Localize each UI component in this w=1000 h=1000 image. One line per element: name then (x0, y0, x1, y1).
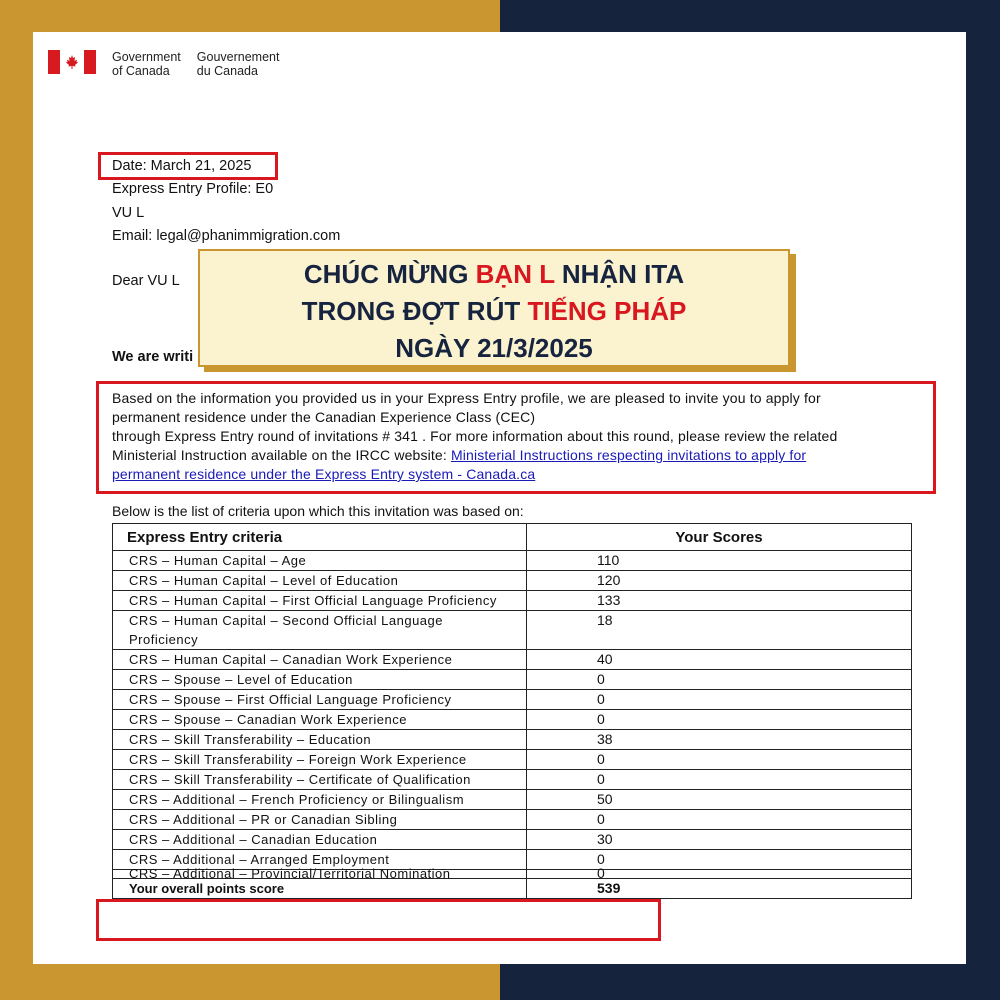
ministerial-instructions-link-cont[interactable]: permanent residence under the Express Entry system - Canada.ca (112, 466, 536, 482)
table-row: CRS – Additional – French Proficiency or Bilingualism 50 (113, 790, 912, 810)
intro-line: We are writi (112, 349, 194, 365)
gov-name-fr: Gouvernement du Canada (196, 50, 280, 78)
ministerial-instructions-link[interactable]: Ministerial Instructions respecting invitations to apply for (450, 447, 807, 463)
column-header-criteria: Express Entry criteria (113, 524, 527, 551)
letter-date: Date: March 21, 2025 (112, 158, 252, 174)
table-row: CRS – Human Capital – Level of Education 120 (113, 571, 912, 591)
table-row: CRS – Skill Transferability – Certificate of Qualification 0 (113, 770, 912, 790)
table-row: CRS – Human Capital – Age 110 (113, 551, 912, 571)
table-row: CRS – Skill Transferability – Education 38 (113, 730, 912, 750)
salutation: Dear VU L (112, 273, 180, 289)
table-row: CRS – Spouse – First Official Language Proficiency 0 (113, 690, 912, 710)
table-row: CRS – Additional – Arranged Employment 0 (113, 850, 912, 870)
criteria-table (112, 523, 912, 899)
gov-name-en: Government of Canada (112, 50, 181, 78)
recipient-name: VU L (112, 205, 145, 221)
canada-flag-icon (48, 50, 96, 74)
total-score: 539 (527, 879, 912, 899)
paragraph-highlight-box (96, 381, 936, 494)
invitation-paragraph: Based on the information you provided us in your Express Entry profile, we are pleased to invite you to apply for permanent residence under the Canadian Experience Class (CEC) through Express Entry round of invitations # 341 . For more information about this round, please review the related Ministerial Instruction available on the IRCC website: Ministerial Instructions respecting invitations to apply for permanent residence under the Express Entry system - Canada.ca (112, 390, 838, 482)
recipient-email: Email: legal@phanimmigration.com (112, 228, 341, 244)
table-row: CRS – Human Capital – First Official Language Proficiency 133 (113, 591, 912, 611)
profile-number: Express Entry Profile: E0 (112, 181, 274, 197)
congratulation-banner: CHÚC MỪNG BẠN L NHẬN ITA TRONG ĐỢT RÚT TIẾNG PHÁP NGÀY 21/3/2025 (198, 249, 790, 367)
table-row: CRS – Skill Transferability – Foreign Work Experience 0 (113, 750, 912, 770)
criteria-intro: Below is the list of criteria upon which this invitation was based on: (112, 503, 524, 519)
table-row: CRS – Human Capital – Canadian Work Experience 40 (113, 650, 912, 670)
total-label: Your overall points score (113, 879, 527, 899)
column-header-scores: Your Scores (527, 524, 912, 551)
table-row: CRS – Human Capital – Second Official Language Proficiency 18 (113, 611, 912, 650)
government-header (48, 50, 279, 78)
date-highlight-box (98, 152, 278, 180)
total-highlight-box (96, 899, 661, 941)
table-row: CRS – Spouse – Level of Education 0 (113, 670, 912, 690)
table-row: CRS – Spouse – Canadian Work Experience 0 (113, 710, 912, 730)
table-row: CRS – Additional – PR or Canadian Sibling 0 (113, 810, 912, 830)
table-row-partial: CRS – Additional – Provincial/Territorial Nomination 0 (113, 870, 912, 879)
total-row (113, 879, 912, 899)
table-row: CRS – Additional – Canadian Education 30 (113, 830, 912, 850)
